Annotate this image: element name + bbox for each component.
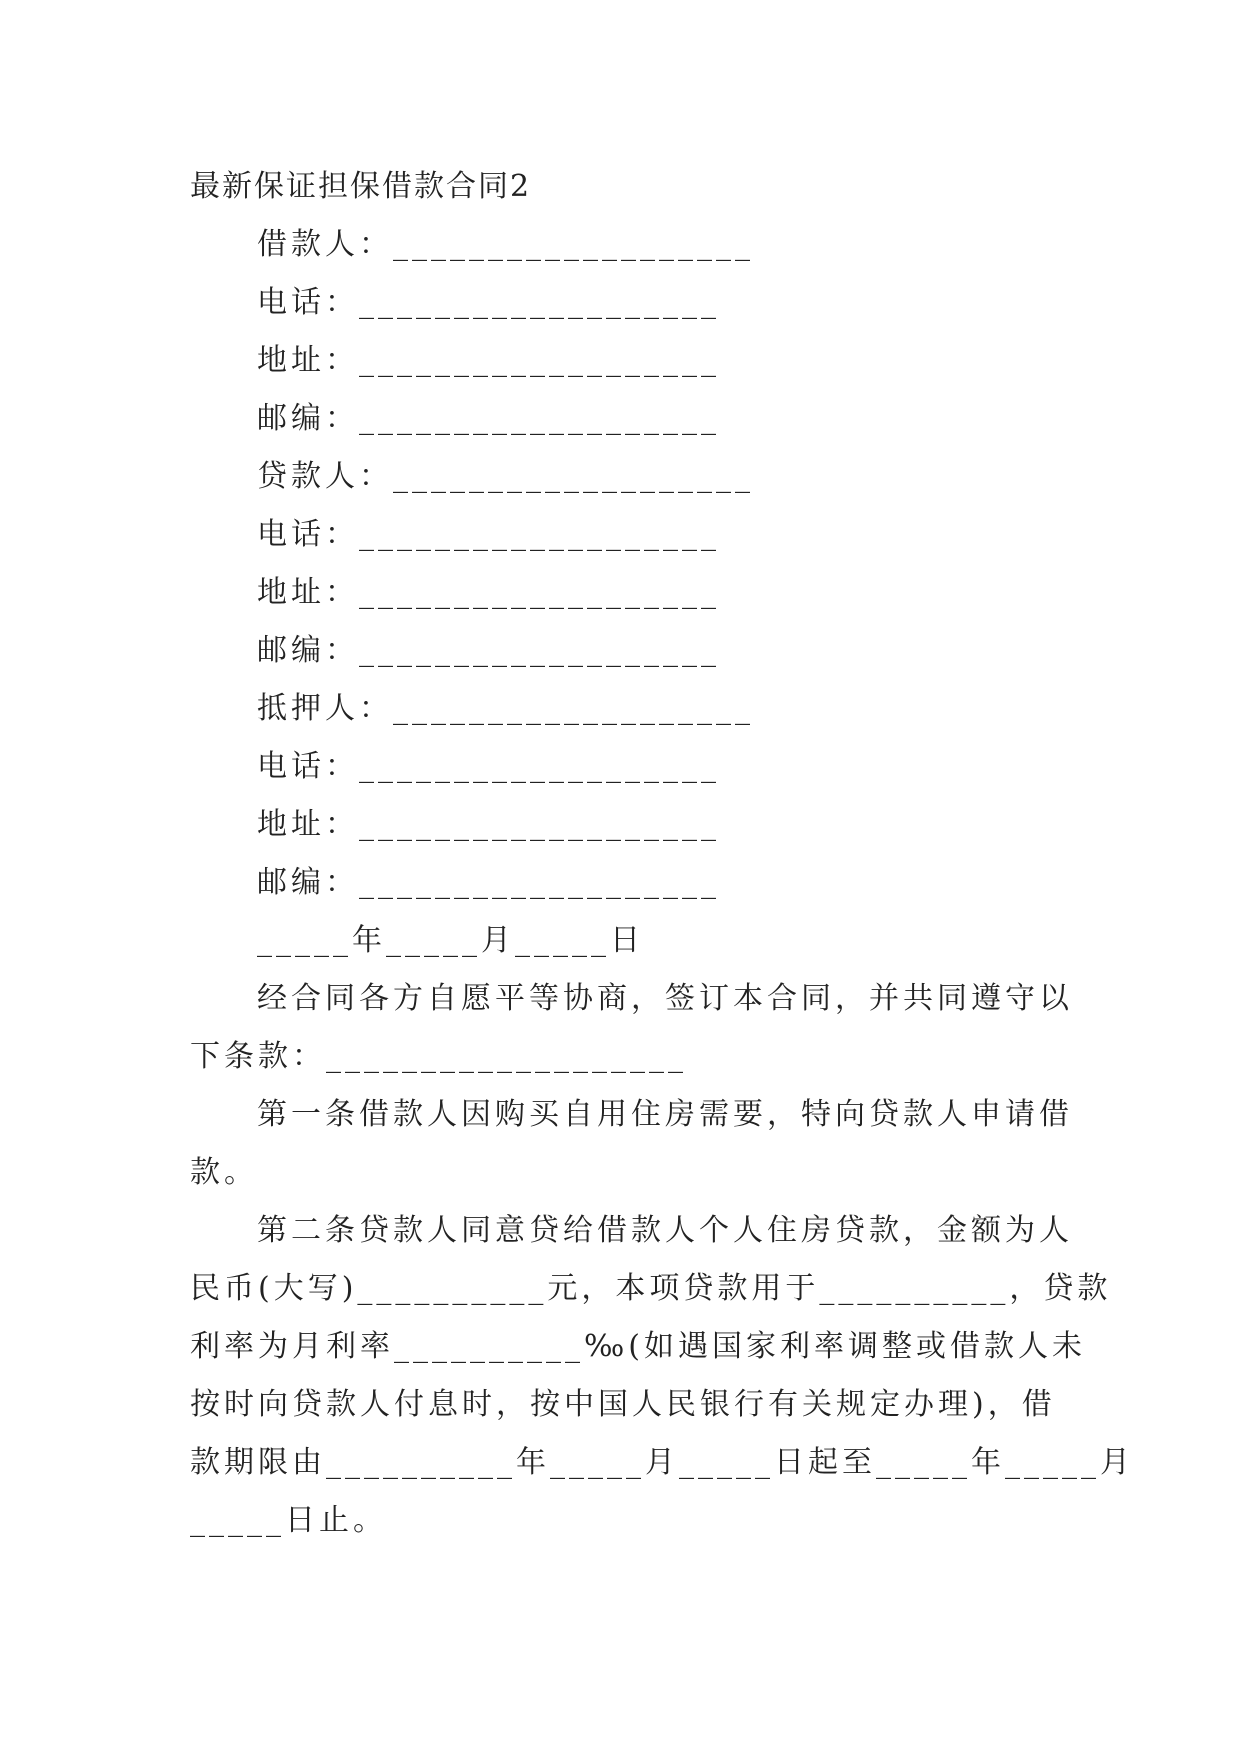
article2-line-1: 第二条贷款人同意贷给借款人个人住房贷款，金额为人 xyxy=(257,1213,1073,1248)
mortgagor-field: 抵押人：___________________ xyxy=(257,691,754,726)
article2-line-6: _____日止。 xyxy=(190,1503,387,1538)
mortgagor-postcode-field: 邮编：___________________ xyxy=(257,865,720,900)
lender-phone-field: 电话：___________________ xyxy=(257,517,720,552)
lender-address-field: 地址：___________________ xyxy=(257,575,720,610)
borrower-field: 借款人：___________________ xyxy=(257,227,754,262)
intro-line-1: 经合同各方自愿平等协商，签订本合同，并共同遵守以 xyxy=(257,981,1073,1016)
lender-postcode-field: 邮编：___________________ xyxy=(257,633,720,668)
mortgagor-address-field: 地址：___________________ xyxy=(257,807,720,842)
intro-line-2: 下条款：___________________ xyxy=(190,1039,687,1074)
article2-line-4: 按时向贷款人付息时，按中国人民银行有关规定办理)，借 xyxy=(190,1387,1056,1422)
mortgagor-phone-field: 电话：___________________ xyxy=(257,749,720,784)
article2-line-2: 民币(大写)__________元，本项贷款用于__________，贷款 xyxy=(190,1271,1112,1306)
lender-field: 贷款人：___________________ xyxy=(257,459,754,494)
document-title: 最新保证担保借款合同2 xyxy=(190,169,532,204)
article1-line-1: 第一条借款人因购买自用住房需要，特向贷款人申请借 xyxy=(257,1097,1073,1132)
borrower-postcode-field: 邮编：___________________ xyxy=(257,401,720,436)
article2-line-5: 款期限由__________年_____月_____日起至_____年_____月 xyxy=(190,1445,1134,1480)
date-line: _____年_____月_____日 xyxy=(257,923,644,958)
borrower-phone-field: 电话：___________________ xyxy=(257,285,720,320)
article2-line-3: 利率为月利率__________‰(如遇国家利率调整或借款人未 xyxy=(190,1329,1086,1364)
article1-line-2: 款。 xyxy=(190,1155,258,1190)
borrower-address-field: 地址：___________________ xyxy=(257,343,720,378)
